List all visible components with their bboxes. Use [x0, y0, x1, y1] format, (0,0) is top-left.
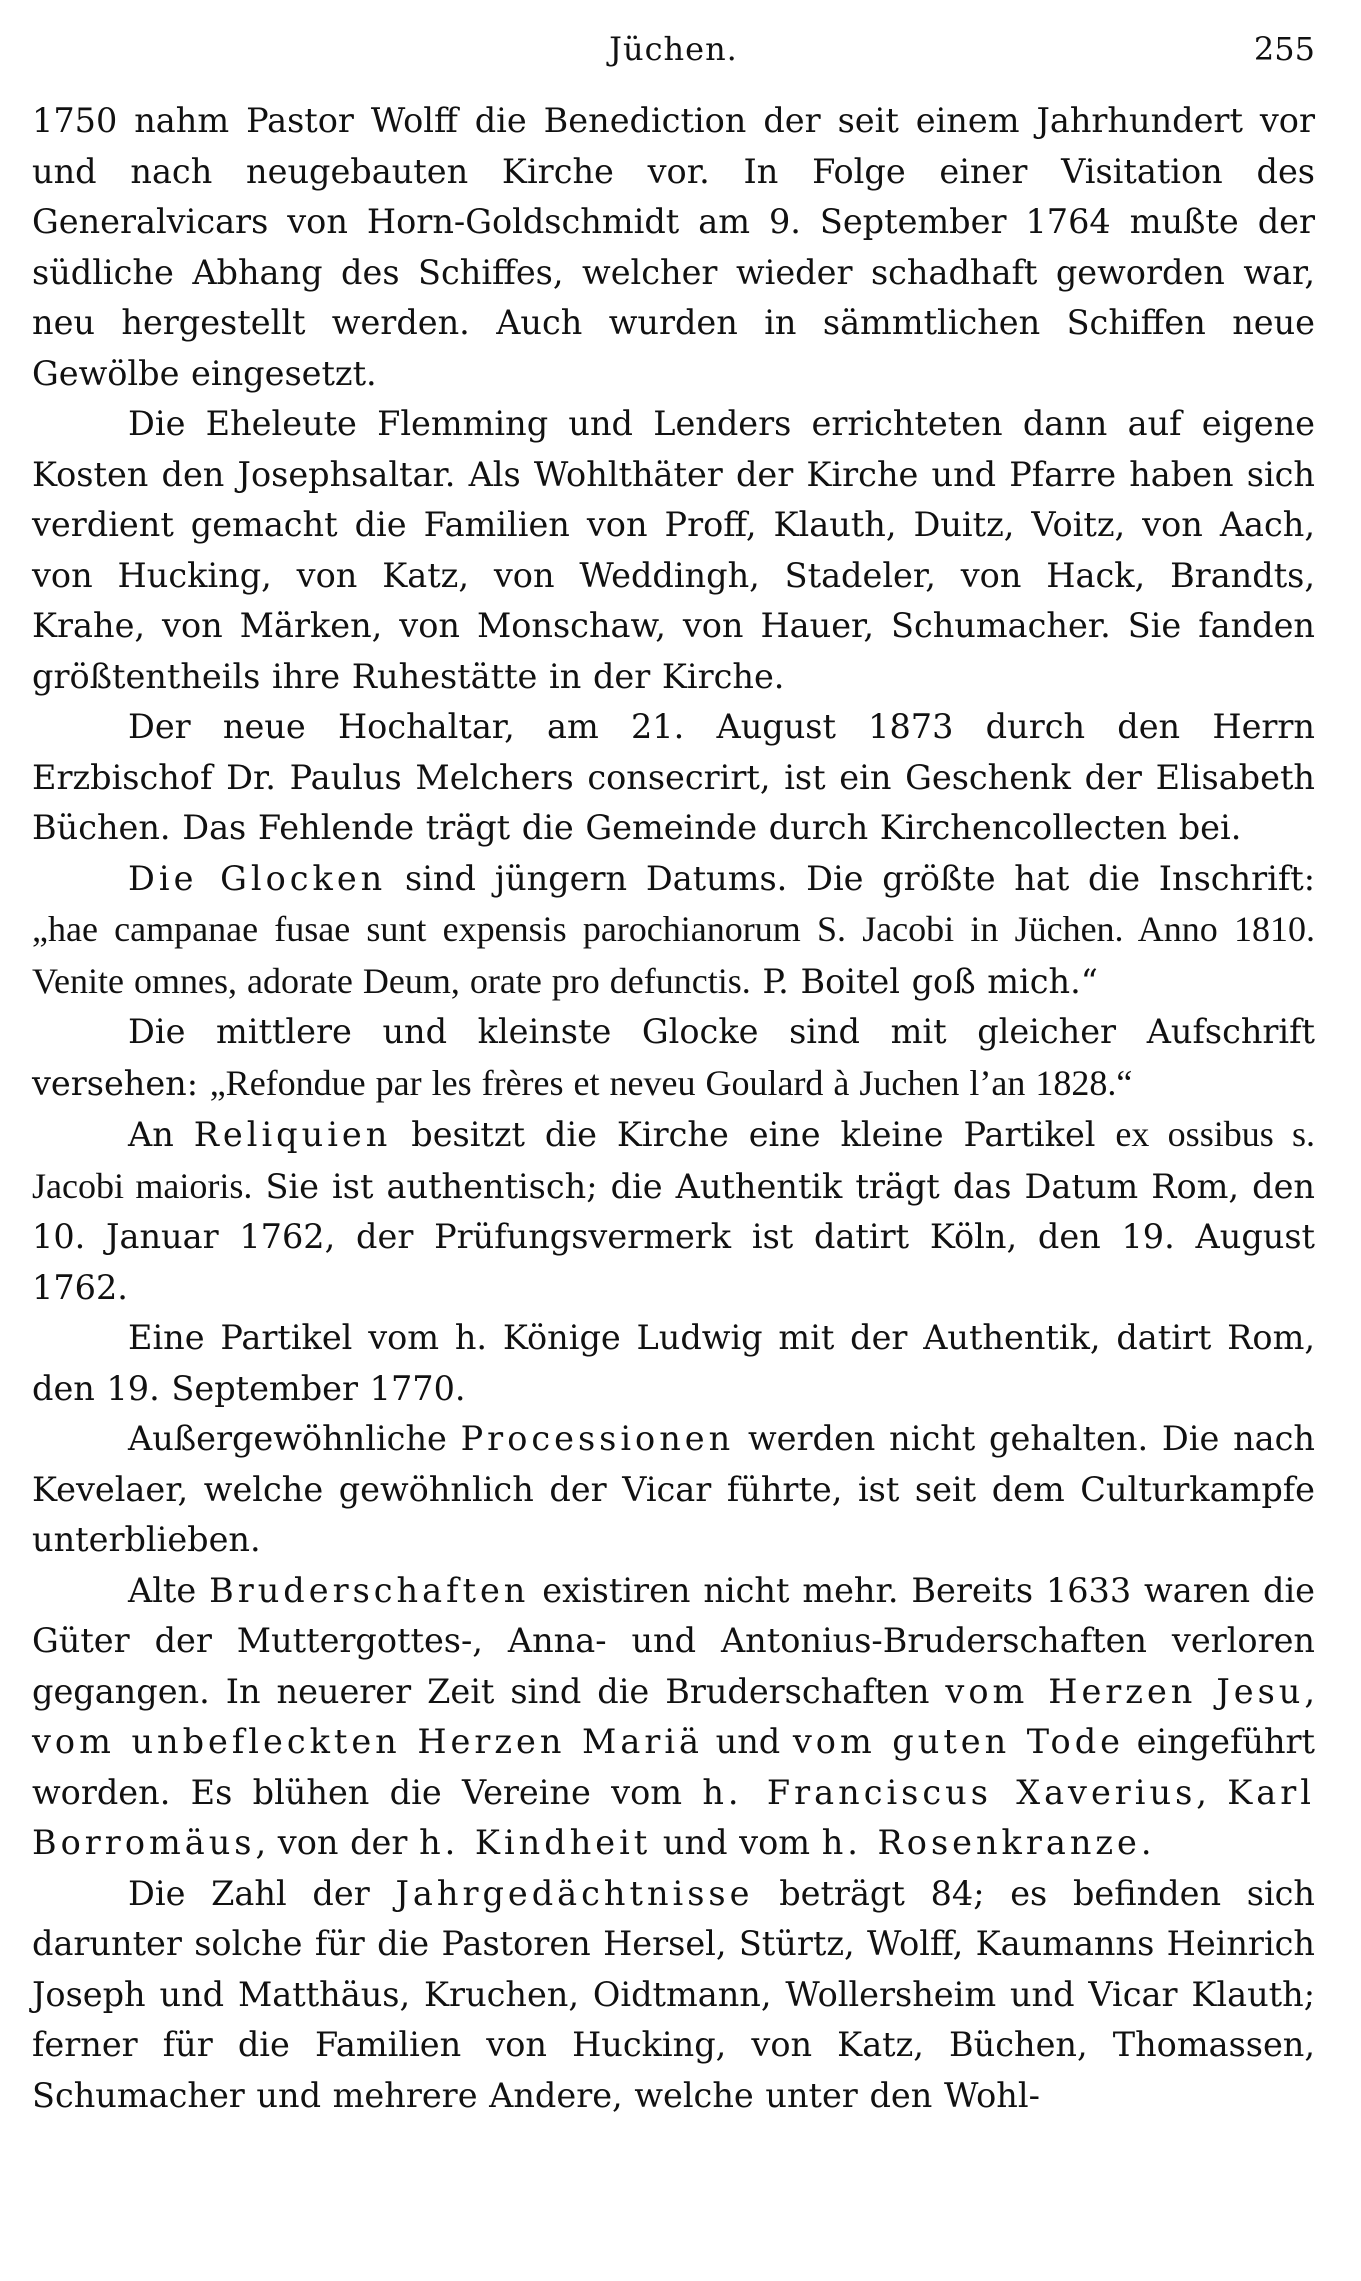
relics-authentic: Sie ist authentisch; die Authentik trägt das Datum Rom, den 10. Januar 1762, der Prüfungsvermerk ist datirt Köln, den 19. August 1762.	[32, 1166, 1315, 1307]
bells-text: sind jüngern Datums. Die größte hat die Inschrift:	[386, 858, 1315, 898]
brotherhoods-heading: Bruderschaften	[209, 1570, 530, 1610]
paragraph-church-consecration: 1750 nahm Pastor Wolff die Benediction der seit einem Jahrhundert vor und nach neugebauten Kirche vor. In Folge einer Visitation des Generalvicars von Horn-Goldschmidt am 9. September 1764 mußte der südliche Abhang des Schiffes, welcher wieder schadhaft geworden war, neu hergestellt werden. Auch wurden in sämmtlichen Schiffen neue Gewölbe eingesetzt.	[32, 101, 1315, 393]
brotherhoods-separator-3: ,	[1196, 1772, 1228, 1812]
brotherhoods-separator-2: und	[703, 1722, 793, 1761]
anniversaries-prefix: Die Zahl der	[128, 1873, 396, 1913]
processions-prefix: Außergewöhnliche	[128, 1419, 461, 1458]
brotherhoods-separator-4: , von der	[255, 1823, 420, 1862]
relics-latin: ex ossibus s. Jacobi maioris.	[32, 1114, 1316, 1206]
brotherhoods-separator-1: ,	[1304, 1671, 1315, 1711]
brotherhoods-prefix: Alte	[128, 1570, 210, 1610]
brotherhoods-period: .	[1140, 1823, 1152, 1862]
holy-childhood-society: h. Kindheit	[419, 1823, 652, 1862]
relics-text: besitzt die Kirche eine kleine Partikel	[391, 1115, 1116, 1154]
body-text	[32, 96, 1315, 2121]
immaculate-heart-brotherhood: vom unbefleckten Herzen Mariä	[32, 1722, 704, 1761]
processions-text: werden nicht gehalten. Die nach Kevelaer, welche gewöhnlich der Vicar führte, ist seit dem Culturkampfe unterblieben.	[32, 1419, 1315, 1559]
processions-heading: Processionen	[460, 1419, 735, 1458]
page-number: 255	[1253, 30, 1315, 68]
francis-xavier-society: h. Franciscus Xaverius	[702, 1772, 1197, 1812]
paragraph-benefactors: Die Eheleute Flemming und Lenders errichteten dann auf eigene Kosten den Josephsaltar. Als Wohlthäter der Kirche und Pfarre haben sich verdient gemacht die Familien von Proff, Klauth, Duitz, Voitz, von Aach, von Hucking, von Katz, von Weddingh, Stadeler, von Hack, Brandts, Krahe, von Märken, von Monschaw, von Hauer, Schumacher. Sie fanden größtentheils ihre Ruhestätte in der Kirche.	[32, 404, 1315, 696]
paragraph-bells	[32, 854, 1315, 1008]
paragraph-small-bells	[32, 1007, 1315, 1109]
paragraph-brotherhoods	[32, 1566, 1315, 1869]
bells-founder: P. Boitel goß mich.“	[750, 961, 1098, 1001]
relics-prefix: An	[128, 1115, 194, 1154]
bells-heading: Die Glocken	[128, 858, 387, 898]
page-header	[32, 30, 1315, 74]
brotherhoods-text-1: existiren nicht mehr. Bereits 1633 waren die Güter der Muttergottes-, Anna- und Antonius-Bruderschaften verloren gegangen. In neuerer Zeit sind die Bruderschaften	[32, 1570, 1315, 1711]
paragraph-relics	[32, 1109, 1315, 1313]
relics-heading: Reliquien	[193, 1115, 392, 1154]
small-bells-text: Die mittlere und kleinste Glocke sind mit gleicher Aufschrift versehen:	[32, 1012, 1315, 1103]
charles-borromeo-society: Karl Borromäus	[32, 1772, 1315, 1862]
anniversaries-heading: Jahrgedächtnisse	[395, 1873, 754, 1913]
bells-inscription: „hae campanae fusae sunt expensis parochianorum S. Jacobi in Jüchen. Anno 1810. Venite omnes, adorate Deum, orate pro defunctis.	[32, 909, 1315, 1001]
good-death-brotherhood: vom guten Tode	[792, 1722, 1124, 1761]
small-bells-inscription: „Refondue par les frères et neveu Goulard à Juchen l’an 1828.“	[209, 1062, 1133, 1103]
brotherhoods-separator-5: und vom	[651, 1823, 822, 1862]
brotherhoods-text-2: eingeführt worden. Es blühen die Vereine vom	[32, 1722, 1315, 1812]
paragraph-high-altar: Der neue Hochaltar, am 21. August 1873 durch den Herrn Erzbischof Dr. Paulus Melchers consecrirt, ist ein Geschenk der Elisabeth Büchen. Das Fehlende trägt die Gemeinde durch Kirchencollecten bei.	[32, 707, 1315, 847]
paragraph-anniversaries	[32, 1869, 1315, 2122]
paragraph-ludwig-relic: Eine Partikel vom h. Könige Ludwig mit der Authentik, datirt Rom, den 19. September 1770.	[32, 1318, 1315, 1408]
paragraph-processions	[32, 1414, 1315, 1566]
rosary-society: h. Rosenkranze	[821, 1823, 1141, 1862]
running-head: Jüchen.	[609, 30, 738, 68]
anniversaries-text: beträgt 84; es befinden sich darunter solche für die Pastoren Hersel, Stürtz, Wolff, Kaumanns Heinrich Joseph und Matthäus, Kruchen, Oidtmann, Wollersheim und Vicar Klauth; ferner für die Familien von Hucking, von Katz, Büchen, Thomassen, Schumacher und mehrere Andere, welche unter den Wohl-	[32, 1873, 1316, 2115]
sacred-heart-brotherhood: vom Herzen Jesu	[945, 1671, 1305, 1711]
